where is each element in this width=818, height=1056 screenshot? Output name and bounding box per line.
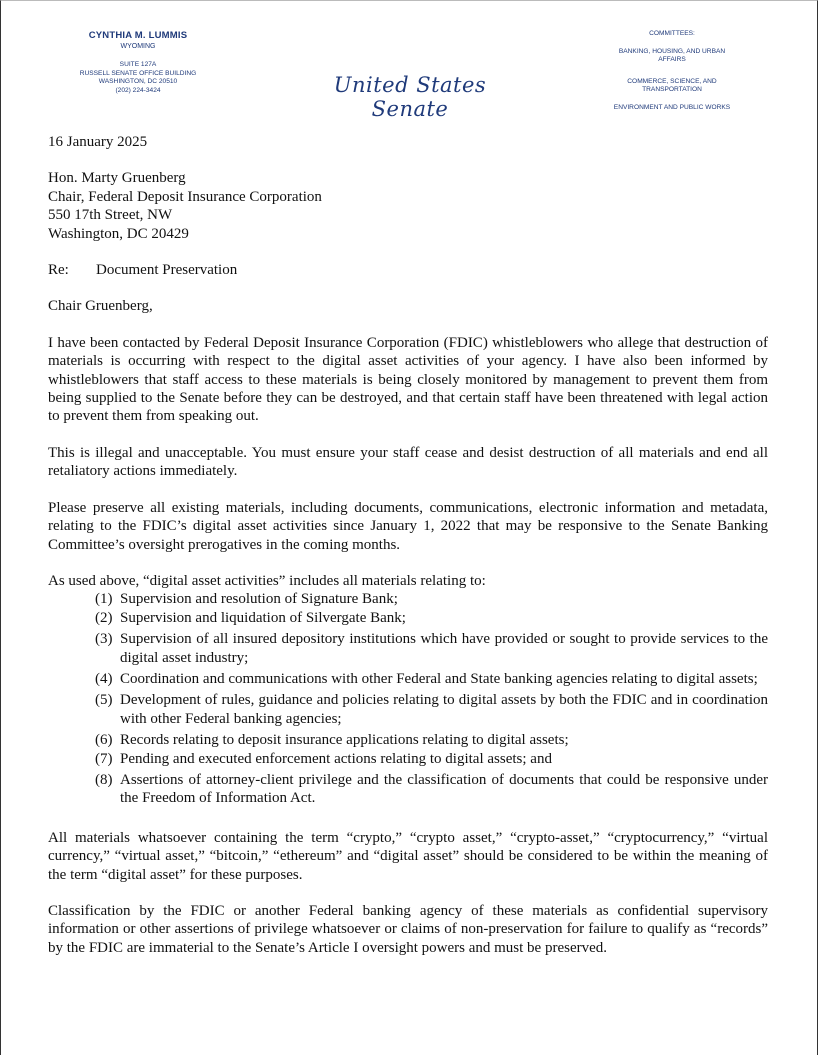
digital-asset-activities-list	[48, 590, 768, 807]
senator-name: CYNTHIA M. LUMMIS	[88, 30, 188, 41]
committee-item: COMMERCE, SCIENCE, AND TRANSPORTATION	[627, 77, 717, 94]
list-item: (2) Supervision and liquidation of Silvergate Bank;	[95, 609, 406, 626]
address-line: SUITE 127A	[119, 61, 157, 68]
list-item: (4) Coordination and communications with other Federal and State banking agencies relating to digital assets;	[95, 670, 758, 687]
recipient-block	[48, 169, 768, 243]
list-item: (3) Supervision of all insured depository institutions which have provided or sought to provide services to the digital asset industry;	[95, 631, 768, 666]
paragraph-2: This is illegal and unacceptable. You must ensure your staff cease and desist destruction of all materials and end all retaliatory actions immediately.	[48, 444, 768, 480]
re-subject: Document Preservation	[96, 262, 238, 279]
recipient-line: Hon. Marty Gruenberg	[48, 170, 186, 187]
re-label: Re:	[48, 262, 69, 279]
recipient-line: Washington, DC 20429	[48, 225, 189, 242]
list-item: (5) Development of rules, guidance and policies relating to digital assets by both the FDIC and in coordination with other Federal banking agencies;	[95, 692, 768, 727]
paragraph-4: All materials whatsoever containing the term “crypto,” “crypto asset,” “crypto-asset,” “cryptocurrency,” “virtual currency,” “virtual asset,” “bitcoin,” “ethereum” and “digital asset” should be considered to be within the meaning of the term “digital asset” for these purposes.	[48, 829, 768, 883]
senator-letterhead	[58, 30, 218, 95]
office-address	[58, 61, 218, 95]
address-line: RUSSELL SENATE OFFICE BUILDING	[79, 69, 197, 77]
salutation: Chair Gruenberg,	[48, 298, 153, 315]
recipient-line: Chair, Federal Deposit Insurance Corporation	[48, 188, 322, 205]
paragraph-1: I have been contacted by Federal Deposit Insurance Corporation (FDIC) whistleblowers who allege that destruction of materials is occurring with respect to the digital asset activities of your agency. I have also been informed by whistleblowers that staff access to these materials is being closely monitored by management to prevent them from being supplied to the Senate before they can be destroyed, and that certain staff have been threatened with legal action to prevent them from speaking out.	[48, 334, 768, 425]
address-line: (202) 224-3424	[115, 86, 161, 94]
list-item: (7) Pending and executed enforcement actions relating to digital assets; and	[95, 750, 552, 767]
address-line: WASHINGTON, DC 20510	[98, 78, 178, 86]
subject-line	[48, 261, 768, 279]
paragraph-3: Please preserve all existing materials, including documents, communications, electronic information and metadata, relating to the FDIC’s digital asset activities since January 1, 2022 that may be responsive to the Senate Banking Committee’s oversight prerogatives in the coming months.	[48, 499, 768, 553]
recipient-line: 550 17th Street, NW	[48, 207, 173, 224]
list-item: (8) Assertions of attorney-client privilege and the classification of documents that could be responsive under the Freedom of Information Act.	[95, 771, 768, 807]
letter-body	[48, 133, 768, 957]
letter-date: 16 January 2025	[48, 134, 148, 150]
committees-list	[596, 30, 748, 113]
senate-wordmark: United States Senate	[333, 73, 487, 121]
paragraph-5: Classification by the FDIC or another Federal banking agency of these materials as confidential supervisory information or other assertions of privilege whatsoever or claims of non-preservation for failure to qualify as “records” by the FDIC are immaterial to the Senate’s Article I oversight powers and must be preserved.	[48, 903, 768, 956]
committees-title: COMMITTEES:	[649, 30, 695, 37]
committee-item: BANKING, HOUSING, AND URBAN AFFAIRS	[618, 47, 726, 64]
list-item: (1) Supervision and resolution of Signature Bank;	[95, 591, 398, 608]
senator-state: WYOMING	[120, 43, 156, 50]
committee-item: ENVIRONMENT AND PUBLIC WORKS	[613, 103, 731, 111]
list-item: (6) Records relating to deposit insurance applications relating to digital assets;	[95, 732, 569, 749]
list-intro: As used above, “digital asset activities” includes all materials relating to:	[48, 572, 486, 589]
